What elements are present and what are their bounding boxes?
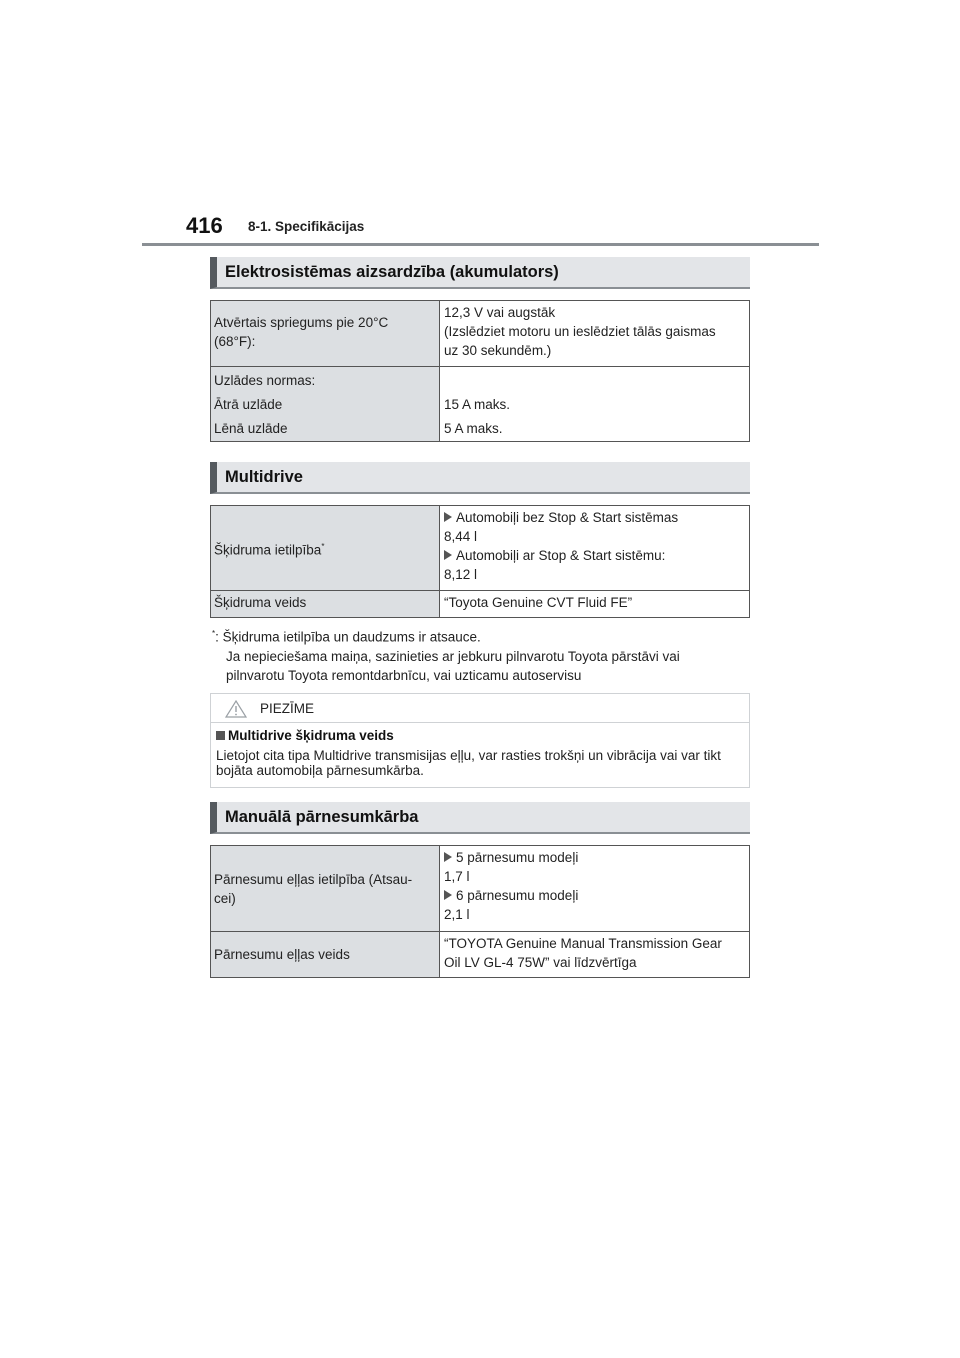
note-header-text: PIEZĪME xyxy=(260,701,315,716)
value-line: Oil LV GL-4 75W” vai līdzvērtīga xyxy=(444,955,637,970)
label-line: Uzlādes normas: xyxy=(214,373,316,388)
section-manual-heading xyxy=(210,802,750,834)
label-line: Pārnesumu eļļas ietilpība (Atsau- xyxy=(214,871,413,887)
value-line: 5 A maks. xyxy=(444,421,503,436)
gear-oil-capacity-value xyxy=(440,846,750,932)
value-line: 1,7 l xyxy=(444,869,470,884)
fluid-capacity-value xyxy=(440,506,750,591)
battery-spec-table xyxy=(210,300,750,442)
fluid-type-value xyxy=(440,591,750,618)
value-line: 8,12 l xyxy=(444,567,478,582)
label-line: (68°F): xyxy=(214,334,256,349)
footnote-line: Ja nepieciešama maiņa, sazinieties ar jebkuru pilnvarotu Toyota pārstāvi vai xyxy=(226,648,680,664)
note-subtitle xyxy=(216,728,394,743)
value-line: (Izslēdziet motoru un ieslēdziet tālās gaismas xyxy=(444,324,716,339)
label-line: Ātrā uzlāde xyxy=(214,397,283,412)
triangle-bullet-icon xyxy=(444,890,452,900)
table-row xyxy=(211,932,750,978)
charge-rate-value xyxy=(440,367,750,442)
triangle-bullet-icon xyxy=(444,550,452,560)
section-multidrive-heading xyxy=(210,462,750,494)
table-row xyxy=(211,846,750,932)
multidrive-spec-table xyxy=(210,505,750,618)
note-box xyxy=(210,693,750,788)
header-divider xyxy=(142,243,819,246)
value-line: 2,1 l xyxy=(444,907,470,922)
note-body: Lietojot cita tipa Multidrive transmisijas eļļu, var rasties trokšņi un vibrācija vai var tikt bojāta automobiļa pārnesumkārba. xyxy=(216,748,721,778)
label-line: Atvērtais spriegums pie 20°C xyxy=(214,315,389,330)
label-line: cei) xyxy=(214,890,236,906)
value-line xyxy=(440,508,749,527)
value-line xyxy=(440,886,749,905)
footnote-line: pilnvarotu Toyota remontdarbnīcu, vai uzticamu autoservisu xyxy=(226,667,582,683)
item-title: 6 pārnesumu modeļi xyxy=(456,888,579,903)
chapter-title: 8-1. Specifikācijas xyxy=(248,219,365,234)
table-row xyxy=(211,367,750,442)
footnote-mark: * xyxy=(321,541,325,551)
value-line xyxy=(440,546,749,565)
label-line: Šķidruma veids xyxy=(214,595,307,610)
fluid-capacity-label xyxy=(211,506,440,591)
value-line xyxy=(440,848,749,867)
section-battery-heading xyxy=(210,257,750,289)
triangle-bullet-icon xyxy=(444,852,452,862)
section-multidrive-title: Multidrive xyxy=(225,468,303,486)
value-line: 8,44 l xyxy=(444,529,478,544)
section-manual-title: Manuālā pārnesumkārba xyxy=(225,808,419,826)
label-line: Pārnesumu eļļas veids xyxy=(214,947,350,962)
triangle-bullet-icon xyxy=(444,512,452,522)
page-number: 416 xyxy=(186,213,223,238)
value-line: 15 A maks. xyxy=(444,397,511,412)
value-line: uz 30 sekundēm.) xyxy=(444,343,552,358)
footnote-text: : Šķidruma ietilpība un daudzums ir atsauce. xyxy=(215,629,481,645)
battery-voltage-label xyxy=(211,301,440,367)
footnote xyxy=(212,624,680,685)
gear-oil-type-value xyxy=(440,932,750,978)
value-line: “TOYOTA Genuine Manual Transmission Gear xyxy=(444,936,722,951)
value-line: “Toyota Genuine CVT Fluid FE” xyxy=(444,595,633,610)
footnote-mark: * xyxy=(212,629,216,638)
note-header xyxy=(211,694,749,723)
battery-voltage-value xyxy=(440,301,750,367)
charge-rate-label xyxy=(211,367,440,442)
value-line: 12,3 V vai augstāk xyxy=(444,305,556,320)
gear-oil-capacity-label xyxy=(211,846,440,932)
label-line: Lēnā uzlāde xyxy=(214,421,288,436)
table-row xyxy=(211,591,750,618)
table-row xyxy=(211,506,750,591)
label-line xyxy=(211,537,439,560)
item-title: 5 pārnesumu modeļi xyxy=(456,850,579,865)
square-bullet-icon xyxy=(216,731,225,740)
item-title: Automobiļi bez Stop & Start sistēmas xyxy=(456,510,679,525)
table-row xyxy=(211,301,750,367)
section-battery-title: Elektrosistēmas aizsardzība (akumulators) xyxy=(225,263,559,281)
item-title: Automobiļi ar Stop & Start sistēmu: xyxy=(456,548,666,563)
warning-icon xyxy=(225,700,247,718)
footnote-line xyxy=(212,624,680,647)
note-subtitle-text: Multidrive šķidruma veids xyxy=(228,728,394,743)
fluid-capacity-text: Šķidruma ietilpība xyxy=(214,542,322,558)
gear-oil-type-label xyxy=(211,932,440,978)
fluid-type-label xyxy=(211,591,440,618)
manual-spec-table xyxy=(210,845,750,978)
